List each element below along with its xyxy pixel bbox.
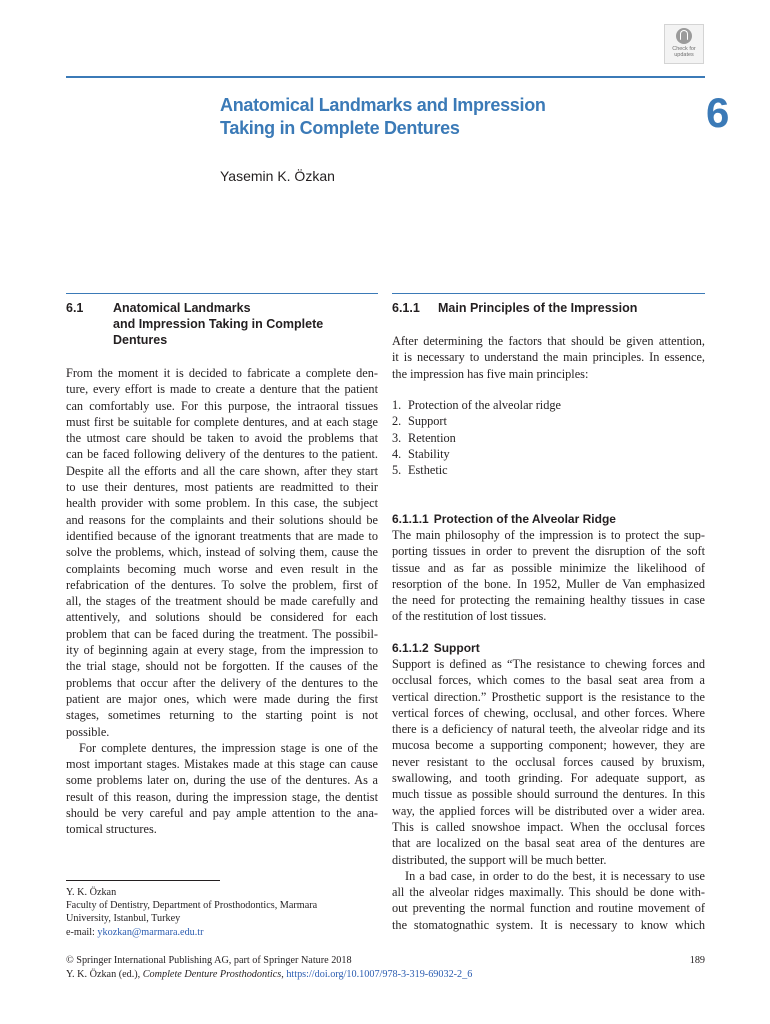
section-6-1-1-2-heading xyxy=(392,640,480,656)
section-6-1-1-2-paragraph-2 xyxy=(392,868,705,933)
copyright-footer xyxy=(66,954,705,981)
text-line: In a bad case, in order to do the best, it is necessary to use xyxy=(405,868,705,883)
section-6-1-title-line1: Anatomical Landmarks xyxy=(113,301,251,315)
principle-item xyxy=(392,446,692,462)
text-line: can be faced following delivery of the dentures to the patient. xyxy=(66,447,378,462)
left-column-rule xyxy=(66,293,378,294)
section-6-1-title xyxy=(113,300,323,348)
text-line: all, the stages of the treatment should be made carefully and xyxy=(66,594,378,609)
text-line: can comfortably use. For this purpose, the intraoral tissues xyxy=(66,398,378,413)
text-line: Support is defined as “The resistance to chewing forces and xyxy=(392,657,705,671)
text-line: and reasons for the complaints and their solutions should be xyxy=(66,512,378,527)
principle-number: 2. xyxy=(392,414,402,429)
text-line: porting tissues in order to prevent the disruption of the soft xyxy=(392,544,705,559)
section-6-1-body xyxy=(66,365,378,838)
text-line: the stomatognathic system. It is necessary to know which xyxy=(392,917,705,932)
section-6-1-1-2-paragraph-1 xyxy=(392,656,705,868)
footnote-affiliation-line2: University, Istanbul, Turkey xyxy=(66,913,181,925)
principle-item xyxy=(392,397,692,413)
text-line: After determining the factors that should be given attention, xyxy=(392,334,705,348)
check-for-updates-label xyxy=(665,46,703,58)
page-number: 189 xyxy=(689,955,705,966)
section-6-1-title-line3: Dentures xyxy=(113,333,168,347)
text-line: Despite all the efforts and all the care shown, after they start xyxy=(66,463,378,478)
text-line: For complete dentures, the impression stage is one of the xyxy=(79,740,378,755)
section-6-1-1-2-title: Support xyxy=(433,641,480,655)
text-line: must first be suitable for complete dentures, and at each stage xyxy=(66,414,378,429)
text-line: solve the problems, which, instead of solving them, cause the xyxy=(66,545,378,560)
principle-number: 1. xyxy=(392,398,402,412)
citation-separator: , xyxy=(281,968,287,980)
text-line: problem that can be faced during the treatment. The possibil- xyxy=(66,626,378,641)
text-line: it is necessary to understand the main principles. In essence, xyxy=(392,350,705,365)
doi-link[interactable]: https://doi.org/10.1007/978-3-319-69032-2_6 xyxy=(286,968,473,980)
section-6-1-paragraph-1 xyxy=(66,365,378,740)
text-line: attentively, and solutions should be considered for each xyxy=(66,610,378,625)
section-6-1-1-2-body xyxy=(392,656,705,933)
principle-label: Esthetic xyxy=(408,463,448,478)
principle-item xyxy=(392,413,692,429)
text-line: occlusal forces, which comes to the basal seat area from a xyxy=(392,673,705,688)
text-line: some problems later on, during the use of the dentures. As a xyxy=(66,773,378,788)
text-line: the need for protecting the remaining healthy tissues in case xyxy=(392,593,705,608)
text-line: resorption of the bone. In 1952, Muller de Van emphasized xyxy=(392,576,705,591)
text-line: the utmost care should be taken to avoid the problems that xyxy=(66,431,378,446)
section-6-1-1-1-heading xyxy=(392,511,616,527)
footnote-email-link[interactable]: ykozkan@marmara.edu.tr xyxy=(97,926,204,938)
text-line: never resistant to the occlusal forces caused by bruxism, xyxy=(392,754,705,769)
principle-label: Support xyxy=(408,414,447,429)
badge-line1: Check for xyxy=(672,46,696,52)
footnote-email-row xyxy=(66,926,366,939)
principle-item xyxy=(392,462,692,478)
copyright-line: © Springer International Publishing AG, part of Springer Nature 2018 xyxy=(66,955,352,966)
text-line: most important stages. Mistakes made at this stage can cause xyxy=(66,757,378,772)
text-line: to use their dentures, most patients are readmitted to their xyxy=(66,480,378,495)
check-for-updates-badge[interactable] xyxy=(664,24,704,64)
section-6-1-1-intro xyxy=(392,333,705,382)
section-6-1-1-1-number: 6.1.1.1 xyxy=(392,512,429,526)
text-line: swallowing, and tooth grinding. For adequate support, as xyxy=(392,771,705,786)
text-line: that are localized on the basal seat area of the dentures are xyxy=(392,836,705,851)
author-footnote xyxy=(66,886,366,939)
principles-list xyxy=(392,397,692,478)
chapter-title-line2: Taking in Complete Dentures xyxy=(220,118,460,138)
principle-label: Stability xyxy=(408,446,450,461)
text-line: all the alveolar ridges maximally. This should be done with- xyxy=(392,885,705,900)
principle-number: 3. xyxy=(392,430,402,445)
principle-item xyxy=(392,430,692,446)
section-6-1-1-number: 6.1.1 xyxy=(392,301,420,315)
citation-prefix: Y. K. Özkan (ed.), xyxy=(66,968,143,980)
text-line: ity of beginning again at every stage, from the impression to xyxy=(66,643,378,658)
text-line: complaints becoming much worse and even result in the xyxy=(66,561,378,576)
header-rule xyxy=(66,76,705,78)
footnote-affiliation-line1: Faculty of Dentistry, Department of Prosthodontics, Marmara xyxy=(66,900,318,912)
principle-label: Protection of the alveolar ridge xyxy=(408,398,561,412)
text-line: distributed, the support will be much better. xyxy=(392,852,607,867)
citation-book-title: Complete Denture Prosthodontics xyxy=(142,968,282,980)
text-line: possible. xyxy=(66,724,110,739)
section-6-1-title-line2: and Impression Taking in Complete xyxy=(113,317,324,331)
badge-line2: updates xyxy=(674,52,694,58)
text-line: much tissue as possible should surround the dentures. In this xyxy=(392,787,705,802)
text-line: the trial stage, should not be forgotten. If the causes of the xyxy=(66,659,378,674)
footnote-rule xyxy=(66,880,220,881)
text-line: mucosa become a supporting component; however, they are xyxy=(392,738,705,753)
text-line: refabrication of the dentures. To solve the problem, first of xyxy=(66,577,378,592)
text-line: result of this reason, during the impression stage, the dentist xyxy=(66,789,378,804)
text-line: of the restitution of lost tissues. xyxy=(392,609,547,624)
text-line: there is a deficiency of natural teeth, the alveolar ridge and its xyxy=(392,722,705,737)
text-line: problems that occur after the delivery of the dentures to the xyxy=(66,675,378,690)
chapter-number: 6 xyxy=(706,89,730,136)
footnote-author-name: Y. K. Özkan xyxy=(66,887,117,898)
text-line: way, the applied forces will be distributed over a wider area. xyxy=(392,803,705,818)
chapter-author: Yasemin K. Özkan xyxy=(220,168,335,184)
section-6-1-1-1-body xyxy=(392,527,705,625)
text-line: health provider with some problem. In this case, the subject xyxy=(66,496,378,511)
chapter-title-line1: Anatomical Landmarks and Impression xyxy=(220,95,546,115)
footnote-email-label: e-mail: xyxy=(66,926,95,938)
text-line: tomical structures. xyxy=(66,822,157,837)
section-6-1-1-2-number: 6.1.1.2 xyxy=(392,641,429,655)
text-line: stages, sometimes returning to the starting point is not xyxy=(66,708,378,723)
text-line: vertical direction.” Prosthetic support is the resistance to the xyxy=(392,689,705,704)
principle-number: 4. xyxy=(392,446,402,461)
section-6-1-number: 6.1 xyxy=(66,301,84,315)
section-6-1-1-title: Main Principles of the Impression xyxy=(438,301,638,315)
right-column-rule xyxy=(392,293,705,294)
text-line: should be very careful and pay ample attention to the ana- xyxy=(66,806,378,821)
text-line: From the moment it is decided to fabricate a complete den- xyxy=(66,366,378,380)
principle-label: Retention xyxy=(408,430,456,445)
text-line: ture, every effort is made to create a denture that the patient xyxy=(66,382,378,397)
text-line: vertical forces of chewing, occlusal, and other forces. Where xyxy=(392,705,705,720)
section-6-1-1-1-title: Protection of the Alveolar Ridge xyxy=(433,512,616,526)
text-line: tissue and as far as possible minimize the likelihood of xyxy=(392,560,705,575)
text-line: The main philosophy of the impression is to protect the sup- xyxy=(392,528,705,542)
text-line: identified because of the ignorant treatments that are made to xyxy=(66,528,378,543)
section-6-1-paragraph-2 xyxy=(66,740,378,838)
principle-number: 5. xyxy=(392,463,402,478)
citation-line xyxy=(66,968,705,982)
text-line: out preventing the normal function and routine movement of xyxy=(392,901,705,916)
text-line: This is called snowshoe impact. When the occlusal forces xyxy=(392,819,705,834)
bookmark-icon xyxy=(676,28,692,44)
chapter-title xyxy=(220,94,640,140)
text-line: the impression has five main principles: xyxy=(392,366,589,381)
text-line: patient are major ones, which were made during the first xyxy=(66,691,378,706)
